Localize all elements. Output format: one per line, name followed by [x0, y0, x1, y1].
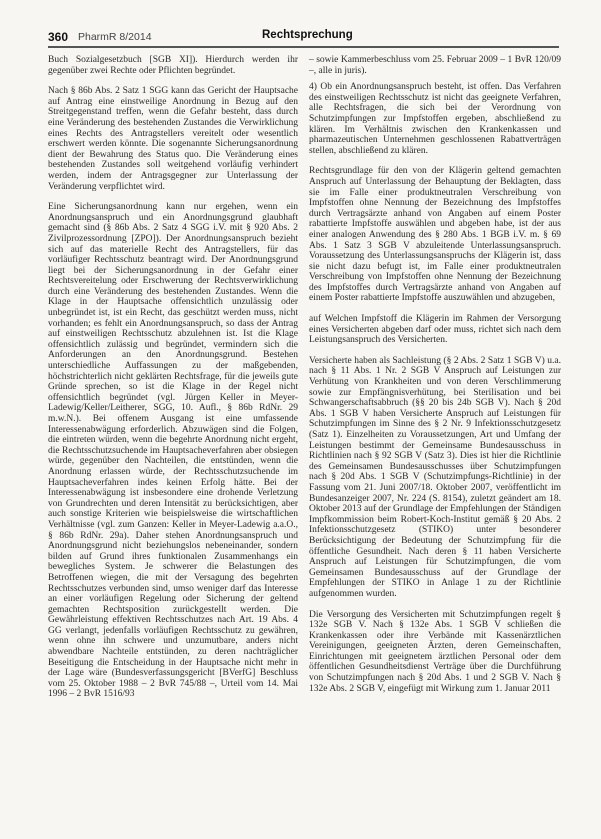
page-header [0, 0, 601, 50]
paragraph: Buch Sozialgesetzbuch [SGB XI]). Hierdurch werden ihr gegenüber zwei Rechte oder Pflichten begründet. [48, 55, 298, 76]
section-title: Rechtsprechung [262, 29, 353, 41]
paragraph: – sowie Kammerbeschluss vom 25. Februar 2009 – 1 BvR 120/09 –, alle in juris). [309, 55, 561, 76]
journal-name: PharmR 8/2014 [78, 31, 152, 43]
left-column [48, 55, 298, 710]
right-column [309, 55, 561, 704]
paragraph: Versicherte haben als Sachleistung (§ 2 Abs. 2 Satz 1 SGB V) u.a. nach § 11 Abs. 1 Nr. 2 SGB V Anspruch auf Leistungen zur Verhütung von Krankheiten und von deren Verschlimmerung sowie zur Empfängnisverhütung, bei Sterilisation und bei Schwangerschaftsabbruch (§§ 20 bis 24b SGB V). Nach § 20d Abs. 1 SGB V haben Versicherte Anspruch auf Leistungen für Schutzimpfungen im Sinne des § 2 Nr. 9 Infektionsschutzgesetz (Satz 1). Einzelheiten zu Voraussetzungen, Art und Umfang der Leistungen bestimmt der Gemeinsame Bundesausschuss in Richtlinien nach § 92 SGB V (Satz 3). Dies ist hier die Richtlinie des Gemeinsamen Bundesausschusses über Schutzimpfungen nach § 20d Abs. 1 SGB V (Schutzimpfungs-Richtlinie) in der Fassung vom 21. Juni 2007/18. Oktober 2007, veröffentlicht im Bundesanzeiger 2007, Nr. 224 (S. 8154), zuletzt geändert am 18. Oktober 2013 auf der Grundlage der Empfehlungen der Ständigen Impfkommission beim Robert-Koch-Institut gemäß § 20 Abs. 2 Infektionsschutzgesetz (STIKO) unter besonderer Berücksichtigung der Bedeutung der Schutzimpfung für die öffentliche Gesundheit. Nach deren § 11 haben Versicherte Anspruch auf Leistungen für Schutzimpfungen, die vom Gemeinsamen Bundesausschuss auf der Grundlage der Empfehlungen der STIKO in Anlage 1 zu der Richtlinie aufgenommen wurden. [309, 355, 561, 599]
paragraph: Die Versorgung des Versicherten mit Schutzimpfungen regelt § 132e SGB V. Nach § 132e Abs. 1 SGB V schließen die Krankenkassen oder ihre Verbände mit Kassenärztlichen Vereinigungen, geeigneten Ärzten, deren Gemeinschaften, Einrichtungen mit geeignetem ärztlichen Personal oder dem öffentlichen Gesundheitsdienst Verträge über die Durchführung von Schutzimpfungen nach § 20d Abs. 1 und 2 SGB V. Nach § 132e Abs. 2 SGB V, eingefügt mit Wirkung zum 1. Januar 2011 [309, 609, 561, 694]
paragraph: Nach § 86b Abs. 2 Satz 1 SGG kann das Gericht der Hauptsache auf Antrag eine einstweilige Anordnung in Bezug auf den Streitgegenstand treffen, wenn die Gefahr besteht, dass durch eine Veränderung des bestehenden Zustandes die Verwirklichung eines Rechts des Antragstellers vereitelt oder wesentlich erschwert werden könnte. Die sogenannte Sicherungsanordnung dient der Bewahrung des Status quo. Die Veränderung eines bestehenden Zustandes soll weitgehend vorläufig verhindert werden, indem der Antragsgegner zur Unterlassung der Veränderung verpflichtet wird. [48, 86, 298, 192]
header-rule [48, 46, 559, 48]
paragraph: Eine Sicherungsanordnung kann nur ergehen, wenn ein Anordnungsanspruch und ein Anordnungsgrund glaubhaft gemacht sind (§ 86b Abs. 2 Satz 4 SGG i.V. mit § 920 Abs. 2 Zivilprozessordnung [ZPO]). Der Anordnungsanspruch bezieht sich auf das materielle Recht des Antragstellers, für das vorläufiger Rechtsschutz beantragt wird. Der Anordnungsgrund liegt bei der Sicherungsanordnung in der Gefahr einer Rechtsvereitelung oder Erschwerung der Rechtsverwirklichung durch eine Veränderung des bestehenden Zustandes. Wenn die Klage in der Hauptsache offensichtlich unzulässig oder unbegründet ist, ist ein Recht, das geschützt werden muss, nicht vorhanden; es fehlt ein Anordnungsanspruch, so dass der Antrag auf einstweiligen Rechtsschutz abzulehnen ist. Ist die Klage offensichtlich zulässig und begründet, vermindern sich die Anforderungen an den Anordnungsgrund. Bestehen unterschiedliche Auffassungen zu der maßgebenden, höchstrichterlich nicht geklärten Rechtsfrage, für die jeweils gute Gründe sprechen, so ist die Klage in der Regel nicht offensichtlich begründet (vgl. Jürgen Keller in Meyer-Ladewig/Keller/Leitherer, SGG, 10. Aufl., § 86b RdNr. 29 m.w.N.). Bei offenem Ausgang ist eine umfassende Interessenabwägung erforderlich. Abzuwägen sind die Folgen, die eintreten würden, wenn die begehrte Anordnung nicht ergeht, die Rechtsschutzsuchende im Hauptsacheverfahren aber obsiegen würde, gegenüber den Nachteilen, die entstünden, wenn die Anordnung erlassen würde, der Rechtsschutzsuchende im Hauptsacheverfahren indes keinen Erfolg hätte. Bei der Interessenabwägung ist insbesondere eine drohende Verletzung von Grundrechten und deren Intensität zu berücksichtigen, aber auch sonstige Kriterien wie beispielsweise die wirtschaftlichen Verhältnisse (vgl. zum Ganzen: Keller in Meyer-Ladewig a.a.O., § 86b RdNr. 29a). Daher stehen Anordnungsanspruch und Anordnungsgrund nicht beziehungslos nebeneinander, sondern bilden auf Grund ihres funktionalen Zusammenhangs ein bewegliches System. Je schwerer die Belastungen des Betroffenen wiegen, die mit der Versagung des begehrten Rechtsschutzes verbunden sind, umso weniger darf das Interesse an einer vorläufigen Regelung oder Sicherung der geltend gemachten Rechtsposition zurückgestellt werden. Die Gewährleistung effektiven Rechtsschutzes nach Art. 19 Abs. 4 GG verlangt, jedenfalls vorläufigen Rechtsschutz zu gewähren, wenn ohne ihn schwere und unzumutbare, anders nicht abwendbare Nachteile entstünden, zu deren nachträglicher Beseitigung die Entscheidung in der Hauptsache nicht mehr in der Lage wäre (Bundesverfassungsgericht [BVerfG] Beschluss vom 25. Oktober 1988 – 2 BvR 745/88 –, Urteil vom 14. Mai 1996 – 2 BvR 1516/93 [48, 202, 298, 700]
paragraph: auf Welchen Impfstoff die Klägerin im Rahmen der Versorgung eines Versicherten abgeben darf oder muss, richtet sich nach dem Leistungsanspruch des Versicherten. [309, 314, 561, 346]
page-number: 360 [48, 30, 69, 44]
paragraph: 4) Ob ein Anordnungsanspruch besteht, ist offen. Das Verfahren des einstweiligen Rechtsschutz ist nicht das geeignete Verfahren, alle Rechtsfragen, die sich bei der Verordnung von Schutzimpfungen zur Impfstoffen ergeben, abschließend zu klären. Im Verhältnis zwischen den Krankenkassen und pharmazeutischen Unternehmen geschlossenen Rabattverträgen stellen, abschließend zu klären. [309, 82, 561, 156]
paragraph: Rechtsgrundlage für den von der Klägerin geltend gemachten Anspruch auf Unterlassung der Behauptung der Beklagten, dass sie im Falle einer produktneutralen Verschreibung von Impfstoffen ohne Nennung der Bezeichnung des Impfstoffes durch Vertragsärzte anhand von Angaben auf einem Poster rabattierte Impfstoffe auswählen und abgeben habe, ist der aus einer analogen Anwendung des § 280 Abs. 1 BGB i.V. m. § 69 Abs. 1 Satz 3 SGB V abzuleitende Unterlassungsanspruch. Voraussetzung des Unterlassungsanspruchs der Klägerin ist, dass sie nicht dazu befugt ist, im Falle einer produktneutralen Verschreibung von Impfstoffen ohne Nennung der Bezeichnung des Impfstoffes durch Vertragsärzte anhand von Angaben auf einem Poster rabattierte Impfstoffe auszuwählen und abzugeben, [309, 166, 561, 304]
